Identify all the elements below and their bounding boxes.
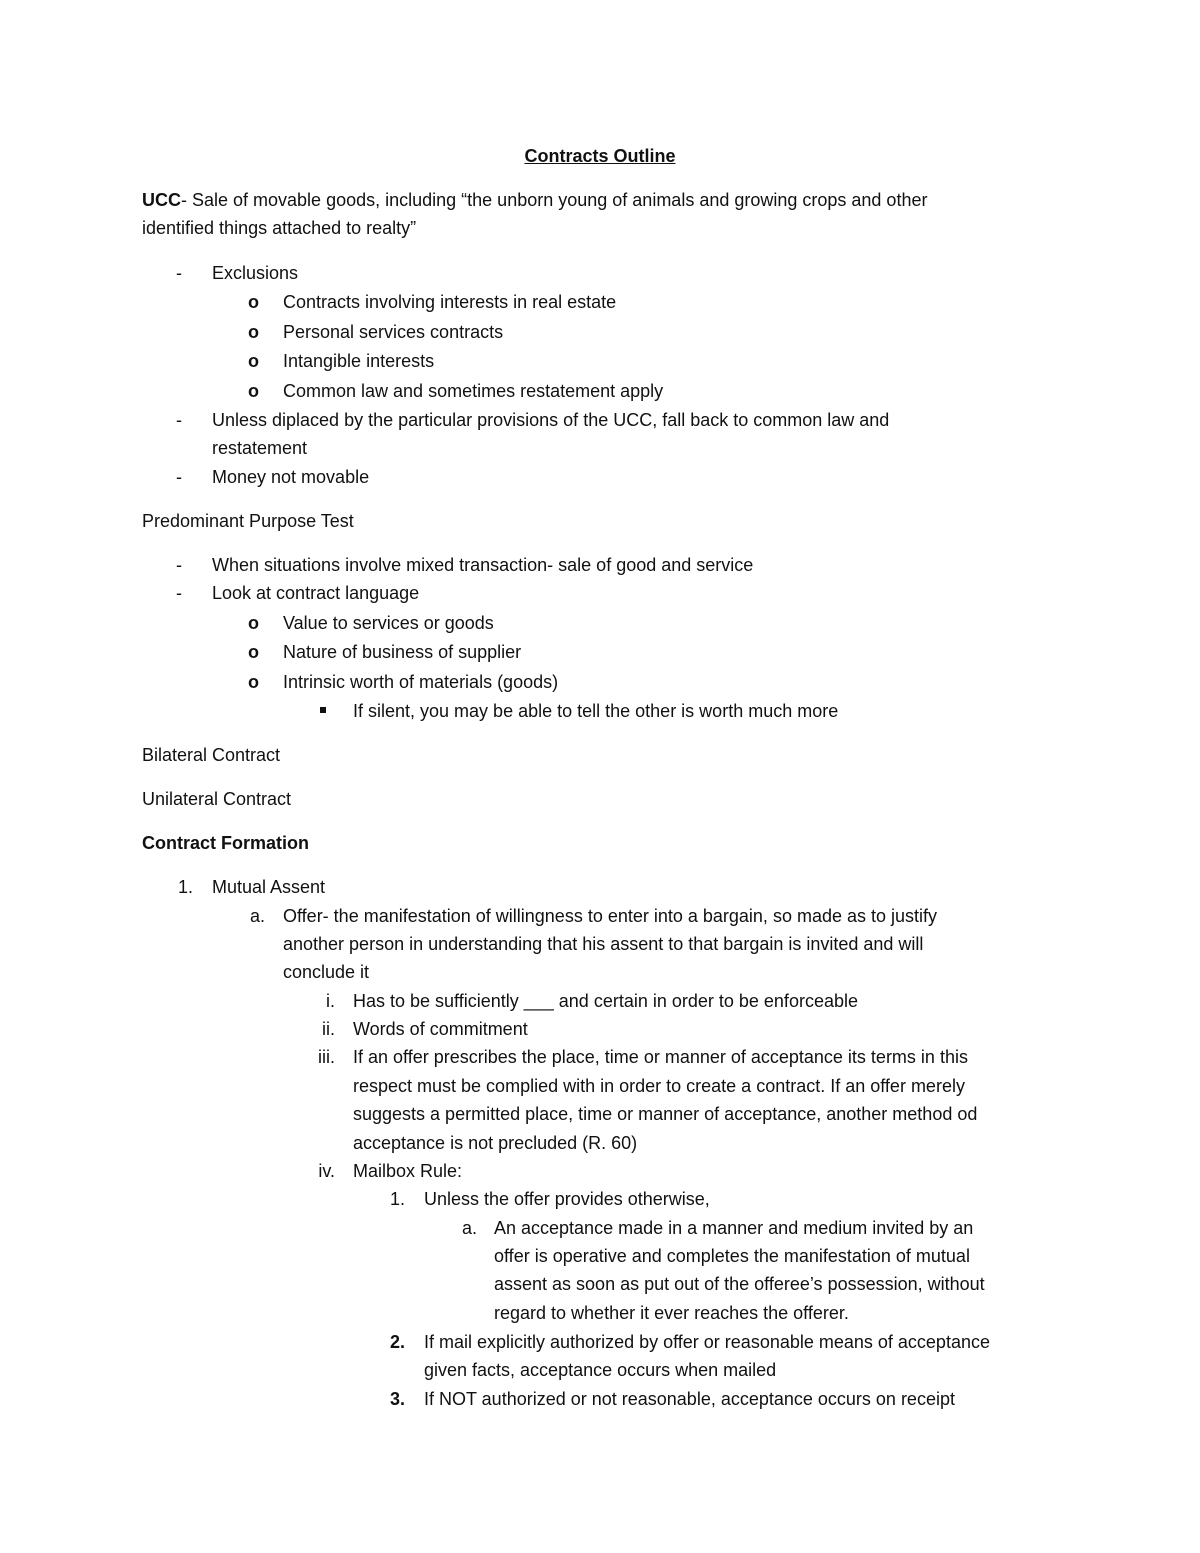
ucc-definition-line [142,189,927,211]
list-item-continuation: restatement [212,438,308,458]
dash-bullet: - [176,467,182,487]
circle-bullet: o [248,672,259,692]
circle-bullet: o [248,322,259,342]
list-item: If NOT authorized or not reasonable, acceptance occurs on receipt [424,1389,955,1409]
offer-definition-line: conclude it [283,962,370,982]
dash-bullet: - [176,555,182,575]
square-bullet-icon [320,707,326,713]
roman-marker: ii. [322,1019,335,1039]
list-item: Value to services or goods [283,613,494,633]
list-item: If silent, you may be able to tell the other is worth much more [353,701,839,721]
ucc-label: UCC [142,190,181,210]
list-item: If an offer prescribes the place, time or manner of acceptance its terms in this [353,1047,968,1067]
circle-bullet: o [248,292,259,312]
list-item: Nature of business of supplier [283,642,522,662]
circle-bullet: o [248,642,259,662]
list-item-continuation: respect must be complied with in order to create a contract. If an offer merely [353,1076,965,1096]
dash-bullet: - [176,583,182,603]
list-item-continuation: acceptance is not precluded (R. 60) [353,1133,638,1153]
ucc-definition-text: - Sale of movable goods, including “the unborn young of animals and growing crops and other [181,190,928,210]
letter-marker: a. [249,906,265,926]
list-item: Money not movable [212,467,370,487]
list-item: Intrinsic worth of materials (goods) [283,672,559,692]
list-item-continuation: assent as soon as put out of the offeree’s possession, without [494,1274,985,1294]
list-item: When situations involve mixed transaction- sale of good and service [212,555,754,575]
list-item: An acceptance made in a manner and medium invited by an [494,1218,974,1238]
list-item-continuation: given facts, acceptance occurs when mailed [424,1360,777,1380]
list-item-mutual-assent: Mutual Assent [212,877,326,897]
circle-bullet: o [248,613,259,633]
section-heading-predominant: Predominant Purpose Test [142,511,354,531]
offer-definition-line: Offer- the manifestation of willingness to enter into a bargain, so made as to justify [283,906,938,926]
page-title: Contracts Outline [524,146,676,166]
number-marker: 3. [389,1389,405,1409]
list-item: Look at contract language [212,583,420,603]
list-item: Intangible interests [283,351,435,371]
offer-definition-line: another person in understanding that his assent to that bargain is invited and will [283,934,924,954]
circle-bullet: o [248,351,259,371]
list-item: If mail explicitly authorized by offer or reasonable means of acceptance [424,1332,990,1352]
list-item: Unless diplaced by the particular provisions of the UCC, fall back to common law and [212,410,890,430]
number-marker: 1. [177,877,193,897]
roman-marker: iii. [318,1047,335,1067]
circle-bullet: o [248,381,259,401]
letter-marker: a. [461,1218,477,1238]
list-item: Common law and sometimes restatement apply [283,381,664,401]
list-item-continuation: regard to whether it ever reaches the offerer. [494,1303,849,1323]
list-item: Words of commitment [353,1019,528,1039]
roman-marker: i. [326,991,335,1011]
section-heading-bilateral: Bilateral Contract [142,745,281,765]
roman-marker: iv. [318,1161,335,1181]
list-item-continuation: offer is operative and completes the manifestation of mutual [494,1246,970,1266]
section-heading-unilateral: Unilateral Contract [142,789,292,809]
list-item-continuation: suggests a permitted place, time or manner of acceptance, another method od [353,1104,978,1124]
list-item: Contracts involving interests in real estate [283,292,617,312]
section-heading-formation: Contract Formation [142,833,310,853]
list-item-exclusions: Exclusions [212,263,299,283]
list-item: Has to be sufficiently ___ and certain in order to be enforceable [353,991,858,1011]
ucc-definition-continuation: identified things attached to realty” [142,218,417,238]
list-item: Personal services contracts [283,322,504,342]
list-item-mailbox-rule: Mailbox Rule: [353,1161,463,1181]
dash-bullet: - [176,410,182,430]
list-item: Unless the offer provides otherwise, [424,1189,710,1209]
number-marker: 2. [389,1332,405,1352]
number-marker: 1. [389,1189,405,1209]
dash-bullet: - [176,263,182,283]
